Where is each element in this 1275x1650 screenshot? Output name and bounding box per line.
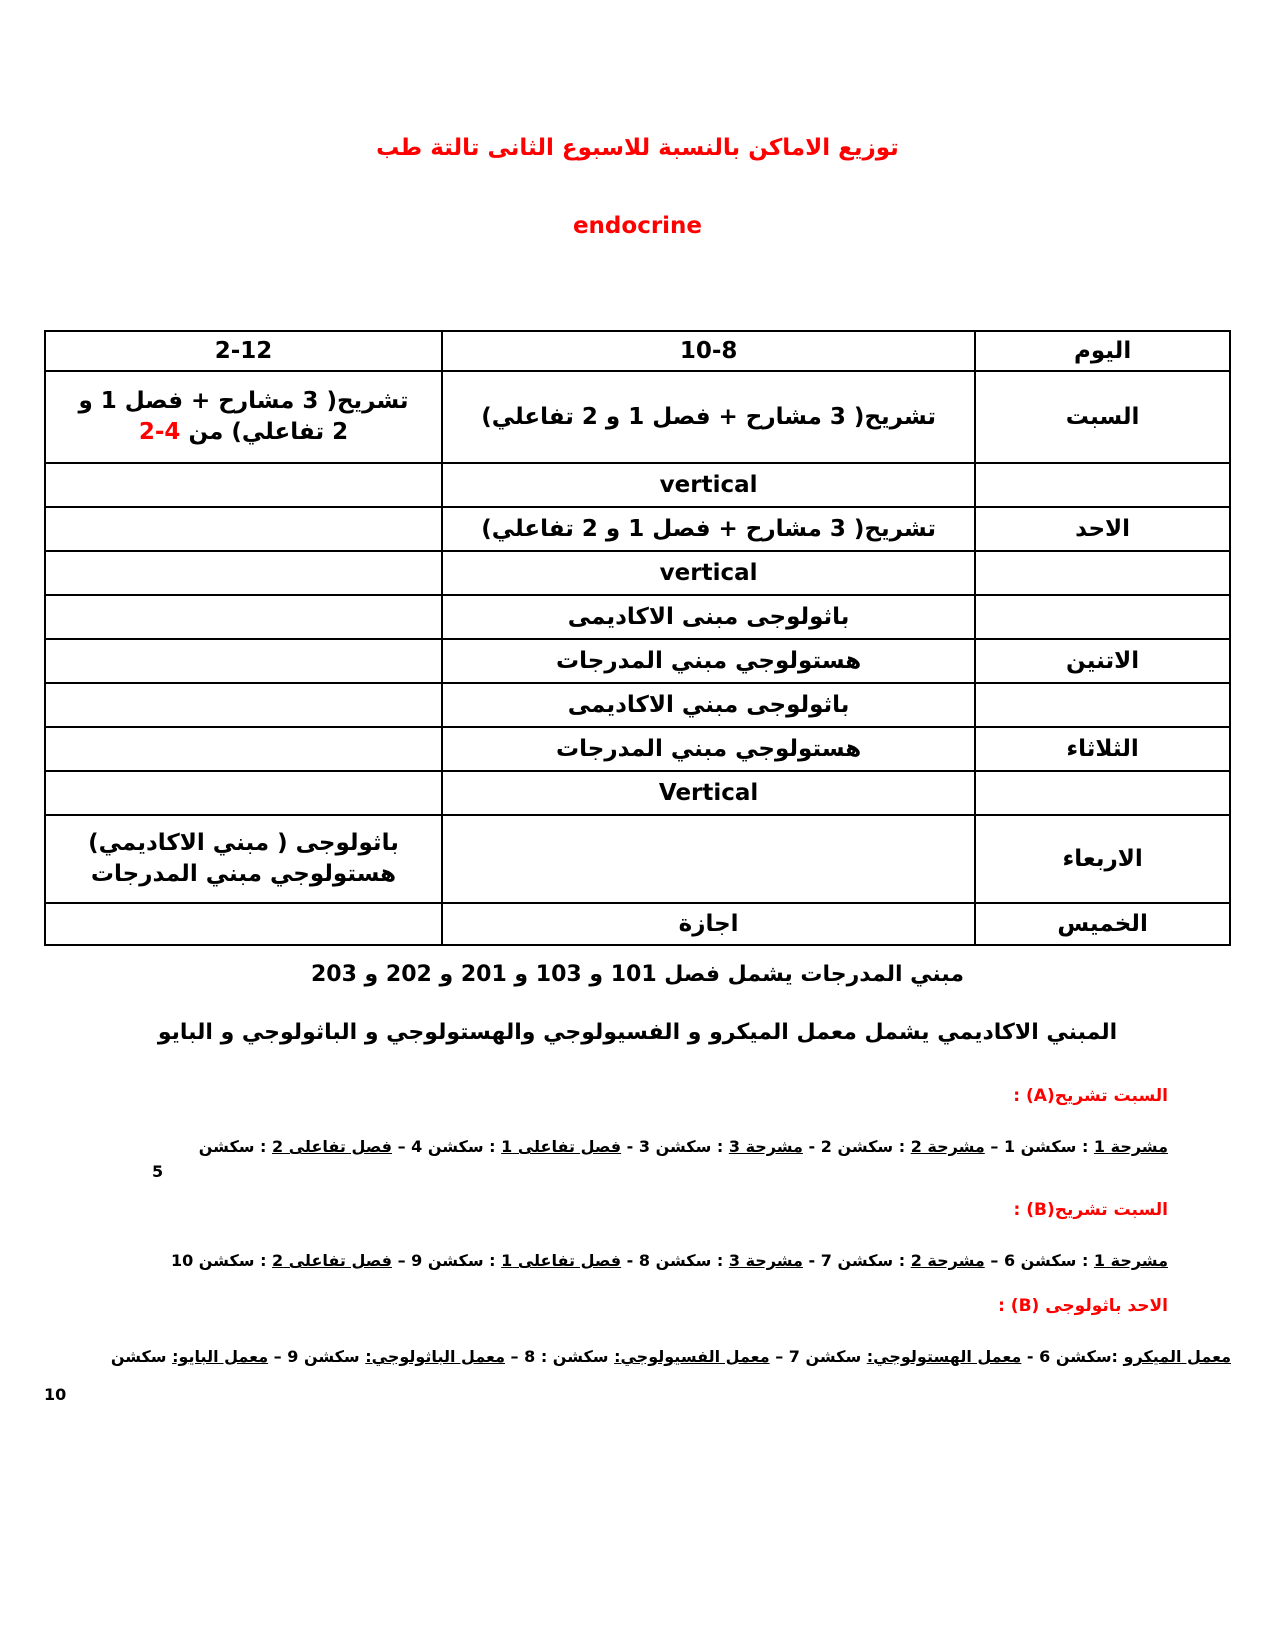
text-segment: : سكشن 2 -: [802, 1137, 911, 1156]
schedule-cell: [45, 463, 442, 507]
text-segment: :سكشن 6 -: [1021, 1347, 1124, 1366]
day-cell: [975, 595, 1230, 639]
header-slot-12-2: 2-12: [45, 331, 442, 371]
underlined-term: فصل تفاعلى 1: [501, 1251, 622, 1270]
day-cell: الثلاثاء: [975, 727, 1230, 771]
note-lecture-halls: مبني المدرجات يشمل فصل 101 و 103 و 201 و 202 و 203: [310, 962, 965, 987]
schedule-cell: [45, 683, 442, 727]
schedule-cell: [45, 639, 442, 683]
day-cell: السبت: [975, 371, 1230, 463]
schedule-cell: [45, 551, 442, 595]
underlined-term: معمل الميكرو: [1123, 1347, 1231, 1366]
day-cell: الخميس: [975, 903, 1230, 945]
underlined-term: معمل البايو:: [172, 1347, 269, 1366]
schedule-cell: هستولوجي مبني المدرجات: [442, 727, 975, 771]
text-segment: : سكشن 10: [170, 1251, 273, 1270]
row-saturday: [45, 371, 1230, 463]
schedule-cell: [45, 727, 442, 771]
underlined-term: مشرحة 2: [910, 1137, 985, 1156]
schedule-cell: [45, 595, 442, 639]
underlined-term: معمل الهستولوجي:: [866, 1347, 1022, 1366]
underlined-term: فصل تفاعلى 2: [272, 1137, 393, 1156]
schedule-cell: [45, 903, 442, 945]
row-thursday: [45, 903, 1230, 945]
header-day: اليوم: [975, 331, 1230, 371]
text-segment: : سكشن: [198, 1137, 273, 1156]
page-title: توزيع الاماكن بالنسبة للاسبوع الثانى تالتة طب: [376, 135, 899, 161]
text-segment: : سكشن 7 -: [802, 1251, 911, 1270]
cell-text: 2 تفاعلي) من: [180, 419, 349, 445]
underlined-term: معمل الباثولوجي:: [365, 1347, 505, 1366]
section-heading-saturday-b: السبت تشريح(B) :: [1013, 1200, 1168, 1220]
section-heading-sunday-pathology-b: الاحد باثولوجى (B) :: [998, 1296, 1168, 1316]
course-name: endocrine: [572, 213, 703, 239]
text-segment: سكشن : 8 –: [504, 1347, 615, 1366]
underlined-term: مشرحة 2: [910, 1251, 985, 1270]
day-cell: الاتنين: [975, 639, 1230, 683]
note-academic-building: المبني الاكاديمي يشمل معمل الميكرو و الفسيولوجي والهستولوجي و الباثولوجي و البايو: [157, 1020, 1118, 1045]
text-segment: : سكشن 6 –: [984, 1251, 1094, 1270]
day-cell: الاربعاء: [975, 815, 1230, 903]
schedule-table: [44, 330, 1231, 946]
schedule-cell: باثولوجى مبنى الاكاديمى: [442, 595, 975, 639]
schedule-cell: تشريح( 3 مشارح + فصل 1 و 2 تفاعلي): [442, 371, 975, 463]
text-segment: سكشن: [110, 1347, 173, 1366]
day-cell: [975, 771, 1230, 815]
row-sunday: [45, 507, 1230, 551]
underlined-term: معمل الفسيولوجي:: [614, 1347, 770, 1366]
text-segment: : سكشن 9 –: [392, 1251, 502, 1270]
schedule-cell: vertical: [442, 551, 975, 595]
row-vertical-2: [45, 551, 1230, 595]
text-segment: : سكشن 8 -: [621, 1251, 729, 1270]
text-segment: سكشن 9 –: [268, 1347, 366, 1366]
day-cell: الاحد: [975, 507, 1230, 551]
section-heading-saturday-a: السبت تشريح(A) :: [1013, 1086, 1168, 1106]
cell-line: باثولوجى ( مبني الاكاديمي): [88, 830, 399, 856]
cell-line: هستولوجي مبني المدرجات: [90, 861, 397, 887]
cell-line: تشريح( 3 مشارح + فصل 1 و: [78, 388, 409, 414]
schedule-cell: هستولوجي مبني المدرجات: [442, 639, 975, 683]
schedule-cell: اجازة: [442, 903, 975, 945]
schedule-cell: [45, 507, 442, 551]
underlined-term: مشرحة 3: [728, 1251, 803, 1270]
row-vertical-1: [45, 463, 1230, 507]
schedule-cell: [45, 771, 442, 815]
schedule-cell: تشريح( 3 مشارح + فصل 1 و 2 تفاعلي): [442, 507, 975, 551]
day-cell: [975, 683, 1230, 727]
day-cell: [975, 463, 1230, 507]
underlined-term: مشرحة 1: [1093, 1251, 1168, 1270]
section-line-saturday-a: [44, 1134, 1168, 1160]
header-slot-8-10: 10-8: [442, 331, 975, 371]
row-vertical-3: [45, 771, 1230, 815]
row-pathology-academic-2: [45, 683, 1230, 727]
section-line-sunday-pathology-b: [44, 1344, 1231, 1370]
underlined-term: فصل تفاعلى 1: [501, 1137, 622, 1156]
row-tuesday: [45, 727, 1230, 771]
page-number: 10: [44, 1385, 67, 1404]
section-line-saturday-b: [44, 1248, 1168, 1274]
day-cell: [975, 551, 1230, 595]
text-segment: : سكشن 4 –: [392, 1137, 502, 1156]
schedule-cell: [45, 815, 442, 903]
row-wednesday: [45, 815, 1230, 903]
schedule-cell: vertical: [442, 463, 975, 507]
text-segment: : سكشن 3 -: [621, 1137, 729, 1156]
text-segment: سكشن 7 –: [769, 1347, 867, 1366]
cell-line: [50, 417, 437, 448]
section-line-saturday-a-overflow: 5: [152, 1162, 164, 1181]
underlined-term: مشرحة 1: [1093, 1137, 1168, 1156]
text-segment: : سكشن 1 –: [984, 1137, 1094, 1156]
row-pathology-academic-1: [45, 595, 1230, 639]
underlined-term: فصل تفاعلى 2: [272, 1251, 393, 1270]
schedule-cell: باثولوجى مبني الاكاديمى: [442, 683, 975, 727]
schedule-cell: [442, 815, 975, 903]
row-monday: [45, 639, 1230, 683]
schedule-cell: [45, 371, 442, 463]
schedule-cell: Vertical: [442, 771, 975, 815]
underlined-term: مشرحة 3: [728, 1137, 803, 1156]
highlighted-time-range: 4-2: [138, 419, 181, 445]
table-header-row: [45, 331, 1230, 371]
